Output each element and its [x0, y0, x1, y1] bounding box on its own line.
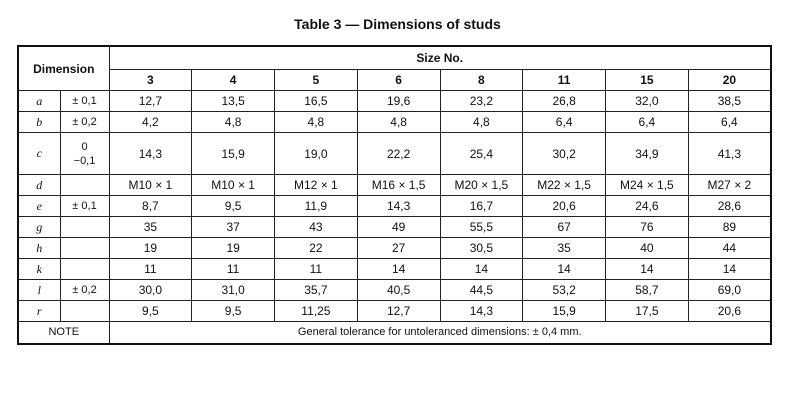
value-cell: 16,5 — [275, 91, 358, 112]
value-cell: 53,2 — [523, 280, 606, 301]
value-cell: 67 — [523, 217, 606, 238]
size-no-header: Size No. — [109, 46, 771, 70]
value-cell: 35 — [523, 238, 606, 259]
value-cell: 4,8 — [357, 112, 440, 133]
value-cell: 11 — [109, 259, 192, 280]
table-row — [18, 301, 771, 322]
value-cell: 16,7 — [440, 196, 523, 217]
value-cell: 43 — [275, 217, 358, 238]
value-cell: 14,3 — [357, 196, 440, 217]
size-header-cell: 15 — [606, 70, 689, 91]
value-cell: 8,7 — [109, 196, 192, 217]
note-label: NOTE — [18, 322, 109, 344]
table-row — [18, 91, 771, 112]
value-cell: 12,7 — [357, 301, 440, 322]
note-text: General tolerance for untoleranced dimensions: ± 0,4 mm. — [109, 322, 771, 344]
table-row — [18, 217, 771, 238]
value-cell: M22 × 1,5 — [523, 175, 606, 196]
table-row — [18, 112, 771, 133]
value-cell: 6,4 — [523, 112, 606, 133]
value-cell: 4,8 — [275, 112, 358, 133]
tolerance-cell — [60, 259, 109, 280]
value-cell: 19,6 — [357, 91, 440, 112]
value-cell: 4,2 — [109, 112, 192, 133]
dimension-symbol: e — [18, 196, 60, 217]
tolerance-cell: ± 0,1 — [60, 91, 109, 112]
value-cell: 14 — [523, 259, 606, 280]
value-cell: 11,9 — [275, 196, 358, 217]
size-header-cell: 4 — [192, 70, 275, 91]
value-cell: 44 — [688, 238, 771, 259]
value-cell: 58,7 — [606, 280, 689, 301]
value-cell: 14 — [357, 259, 440, 280]
size-header-cell: 8 — [440, 70, 523, 91]
value-cell: 89 — [688, 217, 771, 238]
tolerance-cell — [60, 133, 109, 175]
value-cell: M10 × 1 — [109, 175, 192, 196]
value-cell: 26,8 — [523, 91, 606, 112]
value-cell: 40 — [606, 238, 689, 259]
value-cell: 12,7 — [109, 91, 192, 112]
value-cell: 44,5 — [440, 280, 523, 301]
value-cell: 14 — [688, 259, 771, 280]
value-cell: 20,6 — [688, 301, 771, 322]
value-cell: 25,4 — [440, 133, 523, 175]
dimension-symbol: k — [18, 259, 60, 280]
value-cell: 35 — [109, 217, 192, 238]
value-cell: 28,6 — [688, 196, 771, 217]
value-cell: M24 × 1,5 — [606, 175, 689, 196]
value-cell: 14 — [606, 259, 689, 280]
value-cell: 30,0 — [109, 280, 192, 301]
table-title: Table 3 — Dimensions of studs — [294, 16, 501, 32]
value-cell: 11 — [275, 259, 358, 280]
value-cell: M10 × 1 — [192, 175, 275, 196]
value-cell: 13,5 — [192, 91, 275, 112]
value-cell: M20 × 1,5 — [440, 175, 523, 196]
value-cell: 15,9 — [192, 133, 275, 175]
dimensions-table — [17, 45, 772, 345]
value-cell: 27 — [357, 238, 440, 259]
value-cell: 76 — [606, 217, 689, 238]
dimension-symbol: g — [18, 217, 60, 238]
table-row — [18, 175, 771, 196]
tolerance-cell: ± 0,1 — [60, 196, 109, 217]
value-cell: 14 — [440, 259, 523, 280]
dimension-symbol: l — [18, 280, 60, 301]
table-row — [18, 238, 771, 259]
tolerance-cell — [60, 301, 109, 322]
table-row — [18, 259, 771, 280]
value-cell: 69,0 — [688, 280, 771, 301]
table-row — [18, 196, 771, 217]
value-cell: 15,9 — [523, 301, 606, 322]
tolerance-cell — [60, 217, 109, 238]
value-cell: 14,3 — [440, 301, 523, 322]
value-cell: M16 × 1,5 — [357, 175, 440, 196]
value-cell: 14,3 — [109, 133, 192, 175]
tolerance-cell: ± 0,2 — [60, 280, 109, 301]
value-cell: 11,25 — [275, 301, 358, 322]
value-cell: M27 × 2 — [688, 175, 771, 196]
dimension-symbol: a — [18, 91, 60, 112]
tolerance-cell — [60, 175, 109, 196]
dimension-symbol: h — [18, 238, 60, 259]
value-cell: 19 — [109, 238, 192, 259]
value-cell: 6,4 — [606, 112, 689, 133]
value-cell: 32,0 — [606, 91, 689, 112]
table-row — [18, 133, 771, 175]
value-cell: 11 — [192, 259, 275, 280]
note-row — [18, 322, 771, 344]
tolerance-upper: 0 — [81, 140, 88, 153]
value-cell: 19,0 — [275, 133, 358, 175]
value-cell: 38,5 — [688, 91, 771, 112]
value-cell: 30,2 — [523, 133, 606, 175]
size-header-cell: 6 — [357, 70, 440, 91]
dimension-symbol: r — [18, 301, 60, 322]
tolerance-cell: ± 0,2 — [60, 112, 109, 133]
value-cell: 9,5 — [192, 196, 275, 217]
tolerance-cell — [60, 238, 109, 259]
value-cell: 31,0 — [192, 280, 275, 301]
value-cell: M12 × 1 — [275, 175, 358, 196]
value-cell: 4,8 — [192, 112, 275, 133]
dimension-symbol: b — [18, 112, 60, 133]
value-cell: 17,5 — [606, 301, 689, 322]
tolerance-lower: −0,1 — [73, 154, 96, 167]
size-header-cell: 3 — [109, 70, 192, 91]
value-cell: 4,8 — [440, 112, 523, 133]
dimension-header: Dimension — [18, 46, 109, 91]
value-cell: 37 — [192, 217, 275, 238]
value-cell: 9,5 — [192, 301, 275, 322]
value-cell: 40,5 — [357, 280, 440, 301]
value-cell: 20,6 — [523, 196, 606, 217]
size-header-cell: 20 — [688, 70, 771, 91]
value-cell: 41,3 — [688, 133, 771, 175]
value-cell: 19 — [192, 238, 275, 259]
value-cell: 34,9 — [606, 133, 689, 175]
value-cell: 55,5 — [440, 217, 523, 238]
dimension-symbol: c — [18, 133, 60, 175]
size-header-cell: 5 — [275, 70, 358, 91]
value-cell: 6,4 — [688, 112, 771, 133]
value-cell: 23,2 — [440, 91, 523, 112]
value-cell: 9,5 — [109, 301, 192, 322]
dimension-symbol: d — [18, 175, 60, 196]
value-cell: 49 — [357, 217, 440, 238]
value-cell: 24,6 — [606, 196, 689, 217]
table-row — [18, 280, 771, 301]
value-cell: 30,5 — [440, 238, 523, 259]
value-cell: 22 — [275, 238, 358, 259]
value-cell: 22,2 — [357, 133, 440, 175]
value-cell: 35,7 — [275, 280, 358, 301]
size-header-cell: 11 — [523, 70, 606, 91]
